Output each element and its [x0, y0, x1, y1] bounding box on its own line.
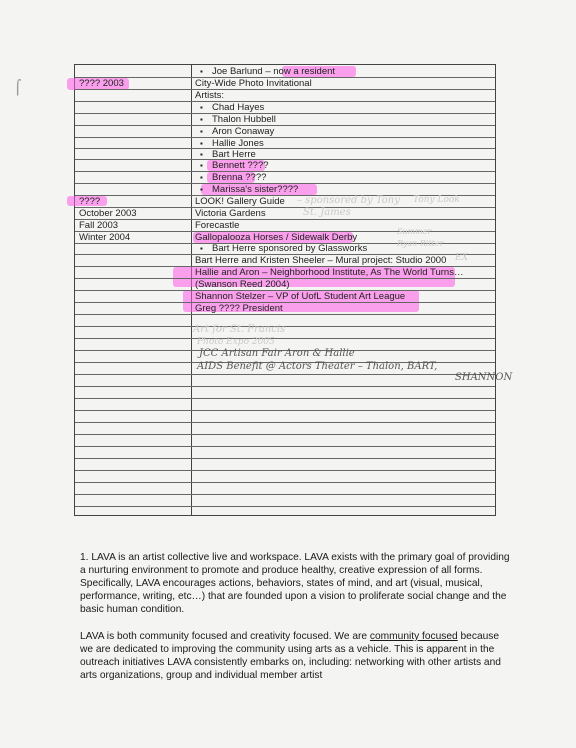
row-separator	[75, 338, 495, 339]
table-row-text: Shannon Stelzer – VP of UofL Student Art League	[195, 291, 406, 302]
row-separator	[75, 159, 495, 160]
handwritten-note: Art for St. Francis	[193, 324, 286, 335]
row-separator	[75, 125, 495, 126]
table-row-text: Forecastle	[195, 220, 240, 231]
table-row-text: ▪ Hallie Jones	[212, 138, 264, 150]
handwritten-note: Summer	[397, 227, 432, 236]
underlined-phrase: community focused	[369, 631, 458, 642]
row-separator	[75, 207, 495, 208]
row-separator	[75, 398, 495, 399]
row-separator	[75, 219, 495, 220]
handwritten-note: AIDS Benefit @ Actors Theater – Thalon, BART,	[197, 361, 438, 372]
table-row-text: ▪ Bennett ????	[212, 160, 269, 172]
handwritten-note: SHANNON	[455, 372, 513, 383]
row-separator	[75, 434, 495, 435]
row-separator	[75, 137, 495, 138]
row-separator	[75, 386, 495, 387]
row-separator	[75, 422, 495, 423]
paragraph-text: because we are dedicated to improving the community using arts as a vehicle. This is apparent in the outreach initiatives LAVA consistently embarks on, including: networking with other artists and arts organizations, group and individual member artist	[80, 631, 501, 681]
table-row-text: Bart Herre and Kristen Sheeler – Mural project: Studio 2000	[195, 255, 447, 266]
paragraph-mission: 1. LAVA is an artist collective live and workspace. LAVA exists with the primary goal of providing a nurturing environment to promote and produce healthy, creative expression of all forms. Specifically, LAVA encourages actions, behaviors, states of mind, and art (visual, musical, performance, writing, etc…) that are founded upon a vision to proliferate social change and the basic human condition.	[80, 552, 510, 615]
stray-pen-mark: ⌠	[14, 80, 22, 96]
row-separator	[75, 374, 495, 375]
row-separator	[75, 458, 495, 459]
table-row-date: Fall 2003	[79, 220, 119, 231]
table-row-text: ▪ Joe Barlund – now a resident	[212, 66, 335, 78]
row-separator	[75, 470, 495, 471]
table-row-text: Artists:	[195, 90, 225, 101]
table-row-date: ???? 2003	[79, 78, 124, 89]
handwritten-note: – sponsored by Tony	[297, 195, 400, 206]
table-row-text: Victoria Gardens	[195, 208, 266, 219]
row-separator	[75, 506, 495, 507]
activity-table	[74, 64, 513, 516]
table-row-text: ▪ Bart Herre sponsored by Glassworks	[212, 243, 367, 255]
handwritten-note: EX	[455, 253, 468, 263]
table-row-text: ▪ Marissa's sister????	[212, 184, 298, 196]
table-row-text: ▪ Brenna ????	[212, 172, 266, 184]
row-separator	[75, 113, 495, 114]
paragraph-text: LAVA is both community focused and creativity focused. We are	[80, 631, 370, 642]
handwritten-note: Ryan Ritter	[397, 239, 444, 248]
paragraph-community	[80, 630, 510, 682]
handwritten-note: JCC Artisan Fair Aron & Hallie	[199, 348, 355, 359]
table-row-text: ▪ Aron Conaway	[212, 126, 274, 138]
table-row-date: October 2003	[79, 208, 137, 219]
table-row-date: ????	[79, 196, 101, 207]
table-row-text: Greg ???? President	[195, 303, 283, 314]
row-separator	[75, 314, 495, 315]
table-row-text: Hallie and Aron – Neighborhood Institute, As The World Turns…	[195, 267, 464, 278]
handwritten-note: Tony Look	[413, 195, 460, 205]
row-separator	[75, 410, 495, 411]
table-row-text: Gallopalooza Horses / Sidewalk Derby	[195, 232, 358, 243]
row-separator	[75, 494, 495, 495]
row-separator	[75, 482, 495, 483]
row-separator	[75, 446, 495, 447]
row-separator	[75, 148, 495, 149]
table-row-text: (Swanson Reed 2004)	[195, 279, 290, 290]
table-row-text: City-Wide Photo Invitational	[195, 78, 312, 89]
handwritten-note: St. James	[303, 207, 351, 218]
table-row-text: ▪ Thalon Hubbell	[212, 114, 276, 126]
row-separator	[75, 171, 495, 172]
table-row-text: ▪ Bart Herre	[212, 149, 256, 161]
handwritten-note: Photo Expo 2005	[197, 337, 275, 347]
row-separator	[75, 101, 495, 102]
table-row-text: ▪ Chad Hayes	[212, 102, 264, 114]
table-row-date: Winter 2004	[79, 232, 131, 243]
table-row-text: LOOK! Gallery Guide	[195, 196, 285, 207]
